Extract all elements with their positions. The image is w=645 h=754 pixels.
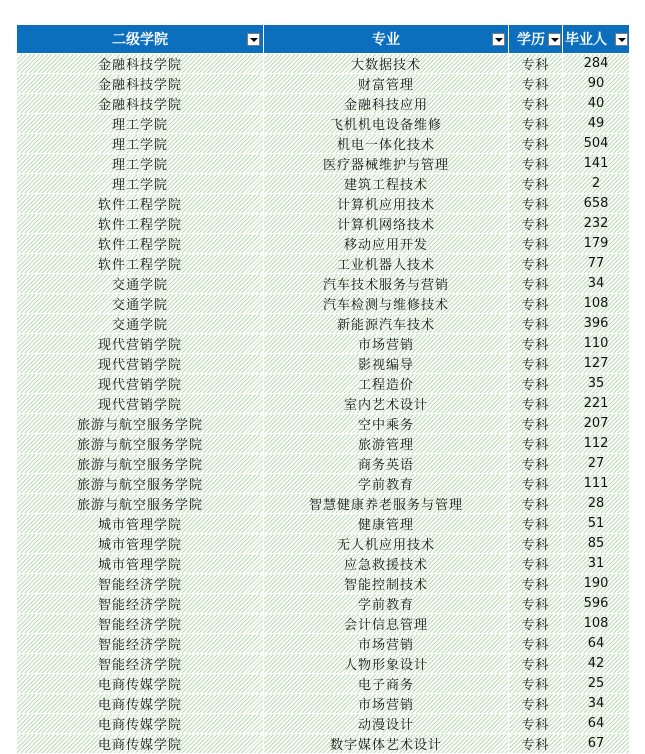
cell-degree[interactable]: 专科	[509, 74, 563, 94]
cell-graduates[interactable]: 396	[563, 314, 630, 334]
cell-major[interactable]: 数字媒体艺术设计	[264, 734, 509, 754]
cell-graduates[interactable]: 111	[563, 474, 630, 494]
cell-major[interactable]: 计算机应用技术	[264, 194, 509, 214]
table-row	[17, 614, 630, 634]
cell-major[interactable]: 学前教育	[264, 594, 509, 614]
cell-graduates[interactable]: 42	[563, 654, 630, 674]
filter-dropdown-icon[interactable]	[548, 33, 561, 46]
cell-major[interactable]: 市场营销	[264, 694, 509, 714]
table-row	[17, 674, 630, 694]
header-row	[17, 25, 630, 54]
table-row	[17, 254, 630, 274]
cell-graduates[interactable]: 51	[563, 514, 630, 534]
cell-college[interactable]: 交通学院	[17, 274, 264, 294]
cell-major[interactable]: 电子商务	[264, 674, 509, 694]
cell-graduates[interactable]: 141	[563, 154, 630, 174]
cell-graduates[interactable]: 49	[563, 114, 630, 134]
cell-major[interactable]: 工业机器人技术	[264, 254, 509, 274]
cell-major[interactable]: 智慧健康养老服务与管理	[264, 494, 509, 514]
cell-degree[interactable]: 专科	[509, 554, 563, 574]
table-row	[17, 474, 630, 494]
cell-degree[interactable]: 专科	[509, 654, 563, 674]
cell-graduates[interactable]: 35	[563, 374, 630, 394]
cell-degree[interactable]: 专科	[509, 134, 563, 154]
table-body	[17, 54, 630, 754]
table-row	[17, 214, 630, 234]
cell-college[interactable]: 金融科技学院	[17, 94, 264, 114]
cell-college[interactable]: 理工学院	[17, 114, 264, 134]
cell-graduates[interactable]: 40	[563, 94, 630, 114]
cell-college[interactable]: 电商传媒学院	[17, 674, 264, 694]
filter-dropdown-icon[interactable]	[247, 33, 260, 46]
cell-degree[interactable]: 专科	[509, 294, 563, 314]
cell-degree[interactable]: 专科	[509, 614, 563, 634]
cell-graduates[interactable]: 77	[563, 254, 630, 274]
cell-degree[interactable]: 专科	[509, 234, 563, 254]
cell-college[interactable]: 软件工程学院	[17, 234, 264, 254]
cell-degree[interactable]: 专科	[509, 634, 563, 654]
cell-college[interactable]: 现代营销学院	[17, 374, 264, 394]
table-row	[17, 694, 630, 714]
cell-college[interactable]: 理工学院	[17, 174, 264, 194]
cell-graduates[interactable]: 207	[563, 414, 630, 434]
cell-major[interactable]: 人物形象设计	[264, 654, 509, 674]
cell-graduates[interactable]: 504	[563, 134, 630, 154]
table-row	[17, 494, 630, 514]
cell-degree[interactable]: 专科	[509, 394, 563, 414]
cell-major[interactable]: 空中乘务	[264, 414, 509, 434]
header-graduates-label: 毕业人	[565, 32, 607, 48]
table-row	[17, 734, 630, 754]
table-row	[17, 394, 630, 414]
cell-graduates[interactable]: 85	[563, 534, 630, 554]
cell-degree[interactable]: 专科	[509, 274, 563, 294]
cell-degree[interactable]: 专科	[509, 334, 563, 354]
cell-graduates[interactable]: 27	[563, 454, 630, 474]
cell-college[interactable]: 城市管理学院	[17, 554, 264, 574]
graduates-table	[16, 24, 630, 754]
table-row	[17, 114, 630, 134]
cell-college[interactable]: 旅游与航空服务学院	[17, 434, 264, 454]
table-row	[17, 594, 630, 614]
table-row	[17, 234, 630, 254]
cell-college[interactable]: 城市管理学院	[17, 534, 264, 554]
cell-graduates[interactable]: 232	[563, 214, 630, 234]
cell-graduates[interactable]: 64	[563, 634, 630, 654]
cell-major[interactable]: 机电一体化技术	[264, 134, 509, 154]
table-row	[17, 134, 630, 154]
cell-college[interactable]: 软件工程学院	[17, 194, 264, 214]
table-row	[17, 274, 630, 294]
table-row	[17, 314, 630, 334]
cell-major[interactable]: 学前教育	[264, 474, 509, 494]
cell-college[interactable]: 旅游与航空服务学院	[17, 414, 264, 434]
cell-college[interactable]: 交通学院	[17, 314, 264, 334]
table-row	[17, 714, 630, 734]
cell-major[interactable]: 智能控制技术	[264, 574, 509, 594]
table-row	[17, 54, 630, 74]
cell-degree[interactable]: 专科	[509, 254, 563, 274]
cell-major[interactable]: 财富管理	[264, 74, 509, 94]
cell-major[interactable]: 无人机应用技术	[264, 534, 509, 554]
header-college	[17, 25, 264, 54]
table-row	[17, 634, 630, 654]
cell-college[interactable]: 智能经济学院	[17, 634, 264, 654]
table-row	[17, 74, 630, 94]
table-row	[17, 294, 630, 314]
cell-degree[interactable]: 专科	[509, 534, 563, 554]
cell-college[interactable]: 旅游与航空服务学院	[17, 474, 264, 494]
cell-college[interactable]: 软件工程学院	[17, 254, 264, 274]
cell-degree[interactable]: 专科	[509, 114, 563, 134]
cell-degree[interactable]: 专科	[509, 514, 563, 534]
cell-major[interactable]: 市场营销	[264, 334, 509, 354]
cell-graduates[interactable]: 64	[563, 714, 630, 734]
cell-college[interactable]: 现代营销学院	[17, 394, 264, 414]
cell-degree[interactable]: 专科	[509, 454, 563, 474]
cell-degree[interactable]: 专科	[509, 354, 563, 374]
cell-graduates[interactable]: 110	[563, 334, 630, 354]
cell-college[interactable]: 电商传媒学院	[17, 714, 264, 734]
cell-graduates[interactable]: 28	[563, 494, 630, 514]
filter-dropdown-icon[interactable]	[492, 33, 505, 46]
cell-college[interactable]: 金融科技学院	[17, 74, 264, 94]
table-row	[17, 194, 630, 214]
cell-college[interactable]: 电商传媒学院	[17, 734, 264, 754]
cell-degree[interactable]: 专科	[509, 174, 563, 194]
table-row	[17, 574, 630, 594]
cell-degree[interactable]: 专科	[509, 314, 563, 334]
cell-major[interactable]: 移动应用开发	[264, 234, 509, 254]
cell-graduates[interactable]: 108	[563, 614, 630, 634]
cell-major[interactable]: 动漫设计	[264, 714, 509, 734]
cell-major[interactable]: 计算机网络技术	[264, 214, 509, 234]
cell-college[interactable]: 交通学院	[17, 294, 264, 314]
cell-major[interactable]: 旅游管理	[264, 434, 509, 454]
table-row	[17, 534, 630, 554]
cell-graduates[interactable]: 658	[563, 194, 630, 214]
header-college-label: 二级学院	[112, 32, 168, 48]
cell-degree[interactable]: 专科	[509, 374, 563, 394]
cell-degree[interactable]: 专科	[509, 214, 563, 234]
cell-graduates[interactable]: 179	[563, 234, 630, 254]
cell-college[interactable]: 电商传媒学院	[17, 694, 264, 714]
cell-degree[interactable]: 专科	[509, 734, 563, 754]
cell-degree[interactable]: 专科	[509, 434, 563, 454]
cell-college[interactable]: 现代营销学院	[17, 354, 264, 374]
cell-college[interactable]: 智能经济学院	[17, 614, 264, 634]
cell-degree[interactable]: 专科	[509, 54, 563, 74]
cell-graduates[interactable]: 127	[563, 354, 630, 374]
cell-graduates[interactable]: 34	[563, 274, 630, 294]
cell-major[interactable]: 医疗器械维护与管理	[264, 154, 509, 174]
cell-degree[interactable]: 专科	[509, 414, 563, 434]
cell-college[interactable]: 智能经济学院	[17, 574, 264, 594]
cell-degree[interactable]: 专科	[509, 94, 563, 114]
cell-graduates[interactable]: 112	[563, 434, 630, 454]
cell-degree[interactable]: 专科	[509, 574, 563, 594]
cell-degree[interactable]: 专科	[509, 674, 563, 694]
cell-major[interactable]: 建筑工程技术	[264, 174, 509, 194]
table-row	[17, 374, 630, 394]
cell-graduates[interactable]: 596	[563, 594, 630, 614]
table-row	[17, 654, 630, 674]
cell-degree[interactable]: 专科	[509, 154, 563, 174]
header-graduates	[563, 25, 630, 54]
cell-major[interactable]: 商务英语	[264, 454, 509, 474]
cell-major[interactable]: 室内艺术设计	[264, 394, 509, 414]
cell-college[interactable]: 智能经济学院	[17, 654, 264, 674]
header-major	[264, 25, 509, 54]
cell-college[interactable]: 旅游与航空服务学院	[17, 494, 264, 514]
table-row	[17, 174, 630, 194]
table-row	[17, 434, 630, 454]
cell-college[interactable]: 智能经济学院	[17, 594, 264, 614]
cell-graduates[interactable]: 31	[563, 554, 630, 574]
table-row	[17, 94, 630, 114]
table-row	[17, 414, 630, 434]
header-degree	[509, 25, 563, 54]
table-row	[17, 354, 630, 374]
filter-dropdown-icon[interactable]	[615, 33, 628, 46]
cell-graduates[interactable]: 25	[563, 674, 630, 694]
table-row	[17, 334, 630, 354]
cell-college[interactable]: 软件工程学院	[17, 214, 264, 234]
cell-graduates[interactable]: 2	[563, 174, 630, 194]
cell-major[interactable]: 市场营销	[264, 634, 509, 654]
cell-graduates[interactable]: 221	[563, 394, 630, 414]
cell-college[interactable]: 现代营销学院	[17, 334, 264, 354]
cell-major[interactable]: 金融科技应用	[264, 94, 509, 114]
cell-major[interactable]: 健康管理	[264, 514, 509, 534]
header-major-label: 专业	[372, 32, 400, 48]
cell-graduates[interactable]: 67	[563, 734, 630, 754]
cell-degree[interactable]: 专科	[509, 194, 563, 214]
table-row	[17, 454, 630, 474]
cell-major[interactable]: 新能源汽车技术	[264, 314, 509, 334]
cell-college[interactable]: 理工学院	[17, 154, 264, 174]
cell-degree[interactable]: 专科	[509, 494, 563, 514]
cell-college[interactable]: 理工学院	[17, 134, 264, 154]
spreadsheet	[16, 24, 629, 754]
cell-college[interactable]: 旅游与航空服务学院	[17, 454, 264, 474]
cell-major[interactable]: 大数据技术	[264, 54, 509, 74]
cell-graduates[interactable]: 284	[563, 54, 630, 74]
cell-college[interactable]: 城市管理学院	[17, 514, 264, 534]
cell-major[interactable]: 工程造价	[264, 374, 509, 394]
table-row	[17, 154, 630, 174]
cell-degree[interactable]: 专科	[509, 714, 563, 734]
cell-college[interactable]: 金融科技学院	[17, 54, 264, 74]
table-row	[17, 514, 630, 534]
cell-degree[interactable]: 专科	[509, 594, 563, 614]
cell-major[interactable]: 影视编导	[264, 354, 509, 374]
cell-major[interactable]: 汽车技术服务与营销	[264, 274, 509, 294]
cell-graduates[interactable]: 190	[563, 574, 630, 594]
cell-graduates[interactable]: 34	[563, 694, 630, 714]
cell-major[interactable]: 飞机机电设备维修	[264, 114, 509, 134]
cell-graduates[interactable]: 90	[563, 74, 630, 94]
cell-graduates[interactable]: 108	[563, 294, 630, 314]
header-degree-label: 学历	[517, 32, 545, 48]
cell-degree[interactable]: 专科	[509, 474, 563, 494]
cell-major[interactable]: 会计信息管理	[264, 614, 509, 634]
cell-major[interactable]: 汽车检测与维修技术	[264, 294, 509, 314]
table-row	[17, 554, 630, 574]
cell-degree[interactable]: 专科	[509, 694, 563, 714]
cell-major[interactable]: 应急救援技术	[264, 554, 509, 574]
